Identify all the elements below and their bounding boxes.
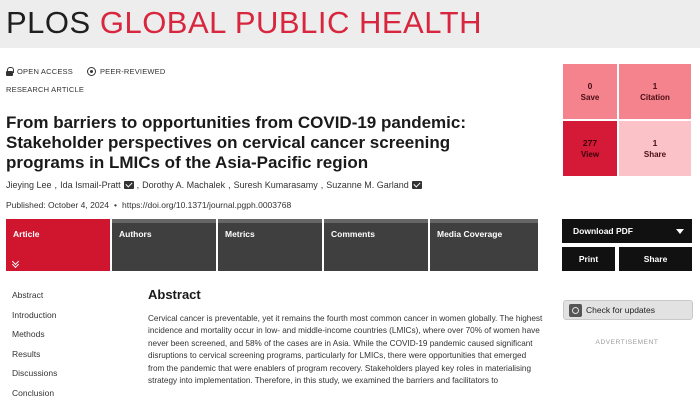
metric-value: 277 [582,138,598,148]
published-date: Published: October 4, 2024 [6,200,110,210]
article-tabs [6,219,538,271]
author-separator: , [228,180,231,190]
author-separator: , [320,180,324,190]
metric-label: Share [643,150,667,159]
section-nav [12,289,57,400]
publication-info [6,200,291,210]
crossmark-icon [569,304,582,317]
tab-label: Metrics [225,229,255,239]
abstract-text: Cervical cancer is preventable, yet it remains the fourth most common cancer in women globally. The highest incidence and mortality occur in low- and middle-income countries (LMICs), where over 70% of women have never been screened, and 58% of the cases are in Asia. While the COVID-19 pandemic caused significant disruptions to cervical screening programs, particularly for LMICs, there were opportunities that emerged from the pandemic that were enablers of program recovery. Stakeholders played key roles in materialising strategy into implementation. Therefore, in this study, we examined the barriers and facilitators to [148,314,543,386]
site-header [0,0,700,48]
metric-share[interactable] [618,120,692,177]
journal-logo[interactable] [6,4,482,42]
article-type: RESEARCH ARTICLE [6,85,85,94]
nav-item-abstract[interactable]: Abstract [12,290,44,300]
metric-label: Save [580,93,600,102]
access-badges [6,65,180,77]
download-pdf-button[interactable] [562,219,692,243]
author-name[interactable]: Jieying Lee [6,180,52,190]
nav-item-conclusion[interactable]: Conclusion [12,387,55,398]
tab-article[interactable] [6,219,110,271]
check-for-updates-button[interactable] [563,300,693,320]
tab-comments[interactable] [324,219,428,271]
doi-link[interactable]: https://doi.org/10.1371/journal.pgph.0003768 [122,200,292,210]
tab-metrics[interactable] [218,219,322,271]
author-name[interactable]: Ida Ismail-Pratt [60,180,121,190]
abstract-heading: Abstract [148,287,201,302]
brand-plos: PLOS [6,5,91,40]
author-name[interactable]: Suresh Kumarasamy [233,180,318,190]
nav-item-results[interactable]: Results [12,348,41,359]
print-button[interactable]: Print [562,247,615,271]
lock-icon [6,67,13,76]
tab-label: Authors [119,229,152,239]
author[interactable] [142,180,225,190]
author-list [6,180,546,190]
author-separator: , [54,180,58,190]
nav-item-methods[interactable]: Methods [12,329,45,339]
advertisement-label: ADVERTISEMENT [595,339,659,346]
author-separator: , [136,180,140,190]
bullet-separator: • [114,200,117,210]
author[interactable] [6,180,52,190]
metric-value: 1 [652,81,658,91]
share-button[interactable]: Share [619,247,692,271]
caret-down-icon[interactable] [676,229,684,234]
metric-view[interactable] [562,120,618,177]
article-title: From barriers to opportunities from COVID-19 pandemic: Stakeholder perspectives on cervical cancer screening programs in LMICs of the Asia-Pacific region [6,113,467,172]
tab-label: Comments [331,229,375,239]
author[interactable] [234,180,318,190]
updates-label: Check for updates [586,305,655,315]
tab-label: Article [13,229,40,239]
author[interactable] [60,180,134,190]
metric-citation[interactable] [618,63,692,120]
metric-value: 0 [587,81,593,91]
metric-label: Citation [640,93,670,102]
tab-media-coverage[interactable] [430,219,538,271]
peer-reviewed-label: PEER-REVIEWED [99,66,166,76]
brand-journal: GLOBAL PUBLIC HEALTH [99,5,482,40]
nav-item-introduction[interactable]: Introduction [12,309,57,320]
metrics-grid [562,63,692,177]
metric-save[interactable] [562,63,618,120]
email-icon[interactable] [124,181,134,189]
peer-reviewed-icon [87,67,96,76]
metric-value: 1 [652,138,658,148]
chevron-down-icon [12,259,20,267]
author-name[interactable]: Dorothy A. Machalek [142,180,226,190]
email-icon[interactable] [412,181,422,189]
tab-authors[interactable] [112,219,216,271]
download-label: Download PDF [573,226,633,236]
open-access-label: OPEN ACCESS [17,66,73,76]
author[interactable] [326,180,422,190]
metric-label: View [580,150,600,159]
author-name[interactable]: Suzanne M. Garland [326,180,409,190]
nav-item-discussions[interactable]: Discussions [12,368,58,378]
tab-label: Media Coverage [437,229,503,239]
